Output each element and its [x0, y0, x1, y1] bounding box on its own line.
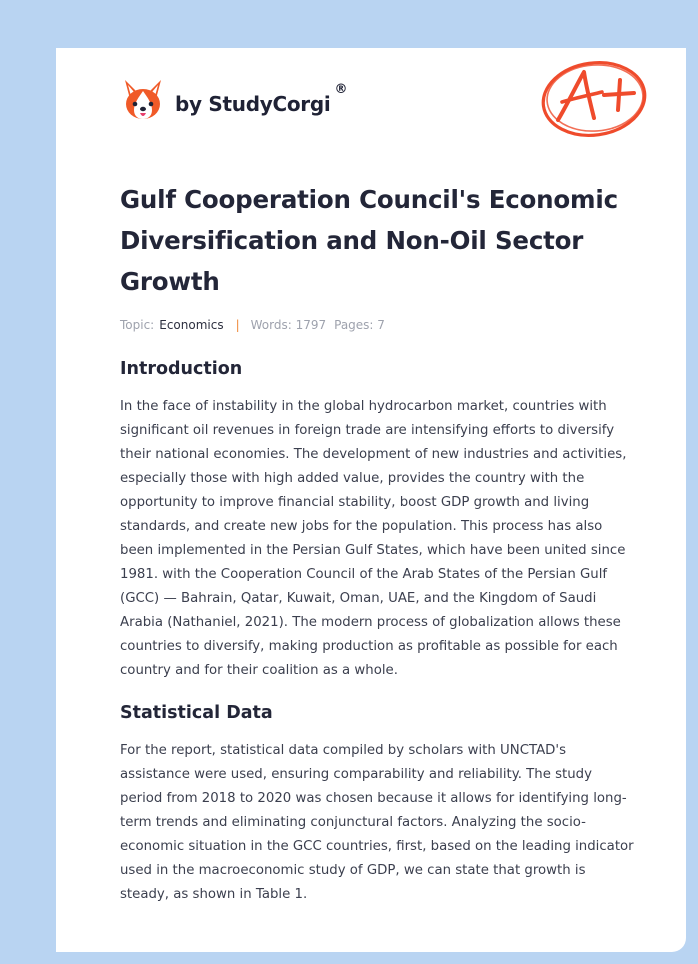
brand-name: by StudyCorgi	[175, 92, 331, 116]
section-heading-introduction: Introduction	[120, 359, 243, 379]
corgi-logo-icon	[122, 77, 164, 123]
page-count: Pages: 7	[334, 318, 385, 332]
section-heading-statistical-data: Statistical Data	[120, 703, 273, 723]
page-title: Gulf Cooperation Council's Economic Diversification and Non-Oil Sector Growth	[120, 185, 618, 296]
topic-label: Topic:	[120, 318, 155, 332]
section-body-introduction: In the face of instability in the global hydrocarbon market, countries with significant oil revenues in foreign trade are intensifying efforts to diversify their national economies. The development of new industries and activities, especially those with high added value, provides the country with the opportunity to improve financial stability, boost GDP growth and living standards, and create new jobs for the population. This process has also been implemented in the Persian Gulf States, which have been united since 1981. with the Cooperation Council of the Arab States of the Persian Gulf (GCC) — Bahrain, Qatar, Kuwait, Oman, UAE, and the Kingdom of Saudi Arabia (Nathaniel, 2021). The modern process of globalization allows these countries to diversify, making production as profitable as possible for each country and for their coalition as a whole.	[120, 399, 627, 678]
article-meta	[120, 318, 634, 332]
word-count: Words: 1797	[250, 318, 327, 332]
meta-separator: |	[235, 318, 240, 332]
article-content	[120, 179, 634, 907]
section-body-statistical-data: For the report, statistical data compiled by scholars with UNCTAD's assistance were used, ensuring comparability and reliability. The study period from 2018 to 2020 was chosen because it allows for identifying long-term trends and eliminating conjunctural factors. Analyzing the socio-economic situation in the GCC countries, first, based on the leading indicator used in the macroeconomic study of GDP, we can state that growth is steady, as shown in Table 1.	[120, 743, 634, 902]
grade-a-plus-icon	[538, 58, 650, 140]
document-page	[56, 48, 686, 952]
topic-link[interactable]: Economics	[159, 318, 224, 332]
registered-mark: ®	[334, 81, 348, 97]
brand-header[interactable]	[122, 77, 347, 123]
